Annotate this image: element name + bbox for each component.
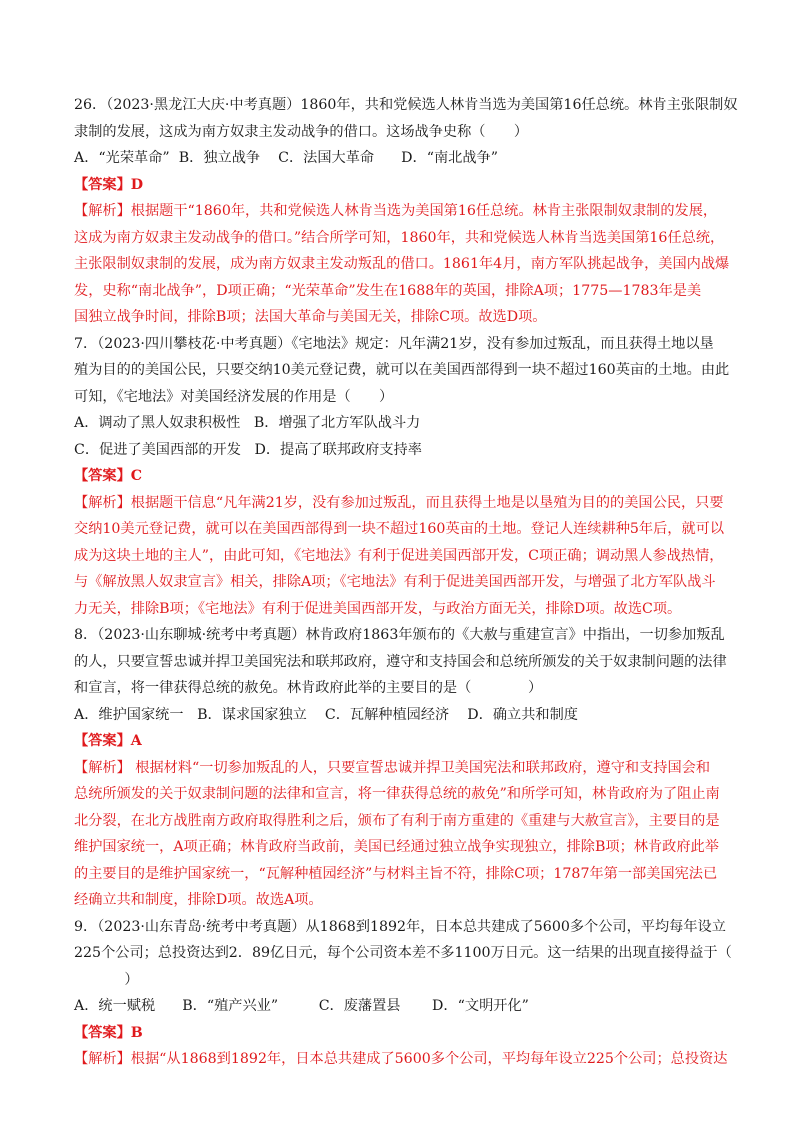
explanation-line: 维护国家统一，A项正确；林肯政府当政前，美国已经通过独立战争实现独立，排除B项；林肯政府此举: [74, 839, 719, 855]
explanation: [74, 755, 734, 914]
explanation-line: 的主要目的是维护国家统一，“瓦解种植园经济”与材料主旨不符，排除C项；1787年第一部美国宪法已: [74, 865, 718, 882]
explanation-line: 总统所颁发的关于奴隶制问题的法律和宣言，将一律获得总统的赦免”和所学可知，林肯政府为了阻止南: [74, 786, 720, 802]
explanation-line: 力无关，排除B项；《宅地法》有利于促进美国西部开发，与政治方面无关，排除D项。故选C项。: [74, 600, 682, 617]
question-text-line: 225个公司；总投资达到2．89亿日元，每个公司资本差不多1100万日元。这一结果的出现直接得益于（: [74, 945, 732, 961]
explanation: [74, 490, 734, 623]
question-text-line: 隶制的发展，这成为南方奴隶主发动战争的借口。这场战争史称（ ）: [74, 123, 529, 140]
question-text-line: ）: [96, 971, 139, 988]
explanation-line: 【解析】根据题干信息“凡年满21岁，没有参加过叛乱，而且获得土地是以垦殖为目的的美国公民，只要: [74, 494, 724, 511]
question-text-line: 7．（2023·四川攀枝花·中考真题）《宅地法》规定：凡年满21岁，没有参加过叛乱，而且获得土地以垦: [74, 335, 714, 352]
answer-key: 【答案】B: [74, 1024, 143, 1041]
explanation: [74, 198, 734, 331]
explanation: [74, 1046, 734, 1073]
explanation-line: 北分裂，在北方战胜南方政府取得胜利之后，颁布了有利于南方重建的《重建与大赦宣言》，主要目的是: [74, 812, 720, 829]
question-26: [74, 92, 738, 331]
question-text-line: 的人，只要宣誓忠诚并捍卫美国宪法和联邦政府，遵守和支持国会和总统所颁发的关于奴隶制问题的法律: [74, 653, 727, 670]
answer-options: A．维护国家统一 B．谋求国家独立 C．瓦解种植园经济 D．确立共和制度: [74, 706, 578, 723]
explanation-line: 与《解放黑人奴隶宣言》相关，排除A项；《宅地法》有利于促进美国西部开发，与增强了北方军队战斗: [74, 574, 716, 590]
answer-options: C．促进了美国西部的开发 D．提高了联邦政府支持率: [74, 441, 422, 458]
question-text-line: 9．（2023·山东青岛·统考中考真题）从1868到1892年，日本总共建成了5600多个公司，平均每年设立: [74, 918, 726, 935]
question-9: [74, 914, 734, 1073]
explanation-line: 发，史称“南北战争”，D项正确；“光荣革命”发生在1688年的英国，排除A项；1775—1783年是美: [74, 282, 702, 299]
explanation-line: 经确立共和制度，排除D项。故选A项。: [74, 892, 323, 908]
answer-options: A．统一赋税 B．“殖产兴业” C．废藩置县 D．“文明开化”: [74, 998, 529, 1014]
question-text-line: 和宣言，将一律获得总统的赦免。林肯政府此举的主要目的是（ ）: [74, 680, 543, 696]
explanation-line: 主张限制奴隶制的发展，成为南方奴隶主发动叛乱的借口。1861年4月，南方军队挑起战争，美国内战爆: [74, 256, 730, 272]
question-8: [74, 622, 734, 914]
answer-options: A．“光荣革命” B．独立战争 C．法国大革命 D．“南北战争”: [74, 150, 498, 166]
answer-key: 【答案】A: [74, 733, 142, 749]
question-7: [74, 331, 734, 623]
question-text-line: 殖为目的的美国公民，只要交纳10美元登记费，就可以在美国西部得到一块不超过160英亩的土地。由此: [74, 362, 730, 378]
explanation-line: 【解析】 根据材料“一切参加叛乱的人，只要宣誓忠诚并捍卫美国宪法和联邦政府，遵守和支持国会和: [74, 759, 711, 776]
explanation-line: 国独立战争时间，排除B项；法国大革命与美国无关，排除C项。故选D项。: [74, 309, 547, 325]
explanation-line: 这成为南方奴隶主发动战争的借口。”结合所学可知，1860年，共和党候选人林肯当选美国第16任总统，: [74, 229, 725, 246]
explanation-line: 交纳10美元登记费，就可以在美国西部得到一块不超过160英亩的土地。登记人连续耕种5年后，就可以: [74, 521, 725, 537]
answer-options: A．调动了黑人奴隶积极性 B．增强了北方军队战斗力: [74, 415, 421, 431]
explanation-line: 【解析】根据“从1868到1892年，日本总共建成了5600多个公司，平均每年设立225个公司；总投资达: [74, 1051, 728, 1067]
answer-key: 【答案】C: [74, 468, 143, 484]
explanation-line: 【解析】根据题干“1860年，共和党候选人林肯当选为美国第16任总统。林肯主张限制奴隶制的发展，: [74, 203, 718, 219]
question-list: [74, 92, 738, 1073]
question-text-line: 可知，《宅地法》对美国经济发展的作用是（ ）: [74, 388, 394, 405]
question-text-line: 8．（2023·山东聊城·统考中考真题）林肯政府1863年颁布的《大赦与重建宣言》中指出，一切参加叛乱: [74, 627, 725, 643]
question-text-line: 26．（2023·黑龙江大庆·中考真题）1860年，共和党候选人林肯当选为美国第16任总统。林肯主张限制奴: [74, 97, 738, 113]
explanation-line: 成为这块土地的主人”，由此可知，《宅地法》有利于促进美国西部开发，C项正确；调动黑人参战热情，: [74, 547, 724, 564]
answer-key: 【答案】D: [74, 176, 144, 193]
